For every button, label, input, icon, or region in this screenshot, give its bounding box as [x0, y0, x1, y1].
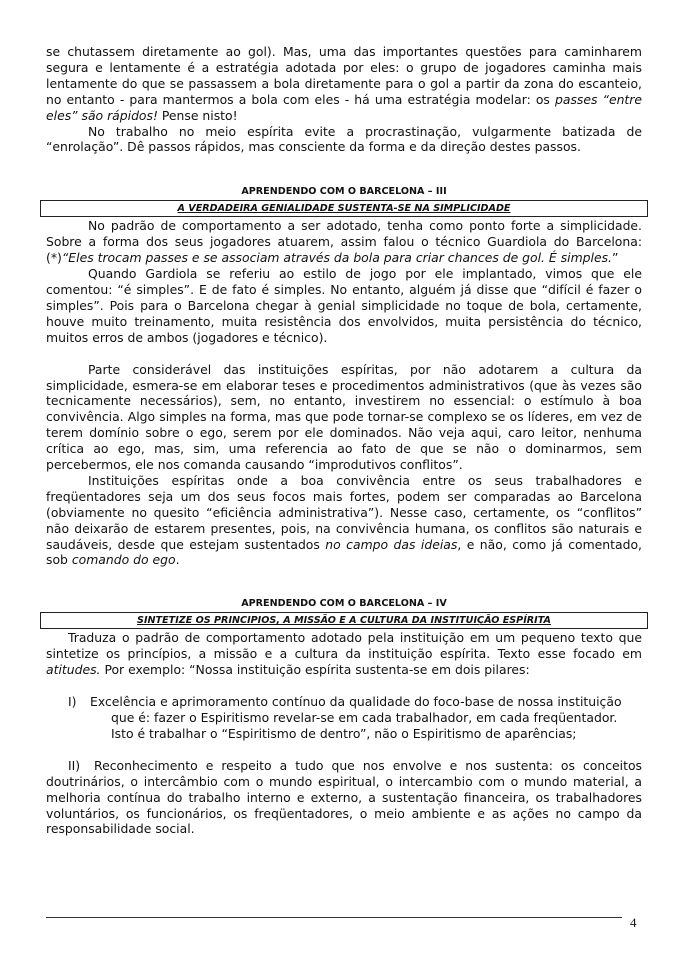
section-subtitle-box: A VERDADEIRA GENIALIDADE SUSTENTA-SE NA SIMPLICIDADE	[40, 200, 648, 217]
list-text: Excelência e aprimoramento contínuo da qualidade do foco-base de nossa instituição	[90, 694, 622, 710]
list-text: Reconhecimento e respeito a tudo que nos envolve e nos sustenta: os conceitos doutrinários, o intercâmbio com o mundo espiritual, o intercambio com o mundo material, a melhoria contínua do trabalho interno e externo, a sustentação financeira, os trabalhadores voluntários, os funcionários, os freqüentadores, o meio ambiente e as ações no campo da responsabilidade social.	[46, 757, 642, 837]
list-item	[46, 758, 642, 838]
section-title: APRENDENDO COM O BARCELONA – IV	[241, 598, 447, 610]
paragraph: No trabalho no meio espírita evite a procrastinação, vulgarmente batizada de “enrolação”. Dê passos rápidos, mas consciente da forma e da direção destes passos.	[46, 123, 642, 155]
paragraph: Quando Gardiola se referiu ao estilo de jogo por ele implantado, vimos que ele comentou: “é simples”. E de fato é simples. No entanto, alguém já disse que “difícil é fazer o simples”. Pois para o Barcelona chegar à genial simplicidade no toque de bola, certamente, houve muito treinamento, muita resistência dos envolvidos, muita persistência do técnico, muitos erros de ambos (jogadores e técnico).	[46, 266, 642, 345]
paragraph: No padrão de comportamento a ser adotado, tenha como ponto forte a simplicidade. Sobre a forma dos seus jogadores atuarem, assim falou o técnico Guardiola do Barcelona: (*)“Eles trocam passes e se associam através da bola para criar chances de gol. É simples.”	[46, 218, 642, 266]
list-item	[46, 694, 642, 710]
list-continuation: que é: fazer o Espiritismo revelar-se em cada trabalhador, em cada freqüentador. Isto é trabalhar o “Espiritismo de dentro”, não o Espiritismo de aparências;	[111, 710, 618, 741]
paragraph: Instituições espíritas onde a boa convivência entre os seus trabalhadores e freqüentadores seja um dos seus focos mais fortes, podem ser comparadas ao Barcelona (obviamente no quesito “eficiência administrativa”). Nesse caso, certamente, os “conflitos” não deixarão de estarem presentes, pois, na convivência humana, os conflitos são naturais e saudáveis, desde que estejam sustentados no campo das ideias, e não, como já comentado, sob comando do ego.	[46, 472, 642, 568]
section-title: APRENDENDO COM O BARCELONA – III	[241, 186, 447, 198]
footer-rule	[46, 917, 622, 918]
page-number: 4	[630, 915, 637, 930]
list-number: II)	[68, 757, 81, 773]
section-subtitle-box: SINTETIZE OS PRINCIPIOS, A MISSÃO E A CULTURA DA INSTITUIÇÃO ESPÍRITA	[40, 612, 648, 629]
paragraph: se chutassem diretamente ao gol). Mas, uma das importantes questões para caminharem segura e lentamente é a estratégia adotada por eles: o grupo de jogadores caminha mais lentamente do que se passassem a bola diretamente para o gol a partir da zona do escanteio, no entanto - para mantermos a bola com eles - há uma estratégia modelar: os passes “entre eles” são rápidos! Pense nisto!	[46, 44, 642, 123]
paragraph: Traduza o padrão de comportamento adotado pela instituição em um pequeno texto que sintetize os princípios, a missão e a cultura da instituição espírita. Texto esse focado em atitudes. Por exemplo: “Nossa instituição espírita sustenta-se em dois pilares:	[46, 630, 642, 678]
document-page	[46, 44, 642, 837]
list-number: I)	[68, 694, 77, 710]
paragraph: Parte considerável das instituições espíritas, por não adotarem a cultura da simplicidade, esmera-se em elaborar teses e procedimentos administrativos (que às vezes são tecnicamente necessários), sem, no entanto, investirem no essencial: o estímulo à boa convivência. Algo simples na forma, mas que pode tornar-se complexo se os líderes, em vez de terem domínio sobre o ego, serem por ele dominados. Não veja aqui, caro leitor, nenhuma crítica ao ego, mas, sim, uma referencia ao fato de que se não o dominarmos, sem percebermos, ele nos comanda causando “improdutivos conflitos”.	[46, 361, 642, 473]
